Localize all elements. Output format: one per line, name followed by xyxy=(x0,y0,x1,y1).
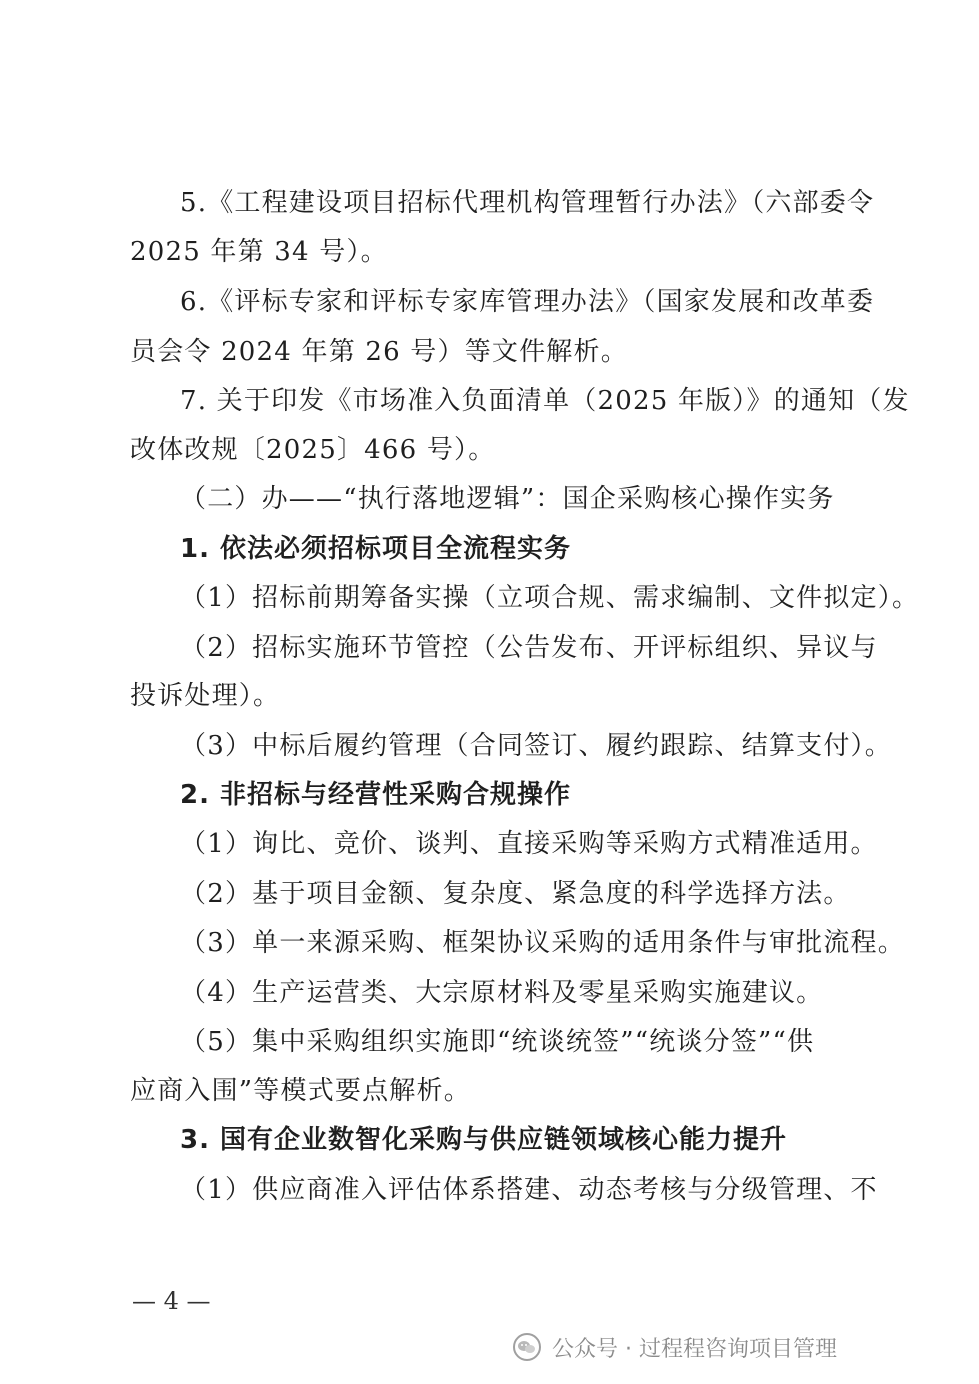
section-heading: （二）办——“执行落地逻辑”：国企采购核心操作实务 xyxy=(180,484,835,514)
subheading-3: 3. 国有企业数智化采购与供应链领域核心能力提升 xyxy=(180,1125,788,1155)
list-item: （1）招标前期筹备实操（立项合规、需求编制、文件拟定）。 xyxy=(180,583,920,613)
subheading-2: 2. 非招标与经营性采购合规操作 xyxy=(180,780,572,810)
subheading-1: 1. 依法必须招标项目全流程实务 xyxy=(180,534,572,564)
list-item: （5）集中采购组织实施即“统谈统签”“统谈分签”“供 xyxy=(180,1027,815,1057)
line-item-7-cont: 改体改规〔2025〕466 号）。 xyxy=(130,435,496,465)
line-item-5: 5.《工程建设项目招标代理机构管理暂行办法》（六部委令 xyxy=(180,188,875,218)
list-item: （3）单一来源采购、框架协议采购的适用条件与审批流程。 xyxy=(180,928,905,958)
wechat-icon xyxy=(512,1332,542,1362)
line-item-6-cont: 员会令 2024 年第 26 号）等文件解析。 xyxy=(130,337,628,367)
list-item: （2）招标实施环节管控（公告发布、开评标组织、异议与 xyxy=(180,633,878,663)
watermark-text: 公众号 · 过程程咨询项目管理 xyxy=(552,1336,837,1362)
list-item: （1）供应商准入评估体系搭建、动态考核与分级管理、不 xyxy=(180,1175,878,1205)
watermark xyxy=(512,1327,837,1367)
list-item: （3）中标后履约管理（合同签订、履约跟踪、结算支付）。 xyxy=(180,731,892,761)
line-item-6: 6.《评标专家和评标专家库管理办法》（国家发展和改革委 xyxy=(180,287,875,317)
list-item-cont: 投诉处理）。 xyxy=(130,681,281,711)
list-item: （4）生产运营类、大宗原材料及零星采购实施建议。 xyxy=(180,978,824,1008)
list-item: （2）基于项目金额、复杂度、紧急度的科学选择方法。 xyxy=(180,879,851,909)
line-item-7: 7. 关于印发《市场准入负面清单（2025 年版）》的通知（发 xyxy=(180,386,910,416)
list-item-cont: 应商入围”等模式要点解析。 xyxy=(130,1076,471,1106)
list-item: （1）询比、竞价、谈判、直接采购等采购方式精准适用。 xyxy=(180,829,878,859)
page-number: — 4 — xyxy=(132,1287,211,1315)
line-item-5-cont: 2025 年第 34 号）。 xyxy=(130,237,388,267)
